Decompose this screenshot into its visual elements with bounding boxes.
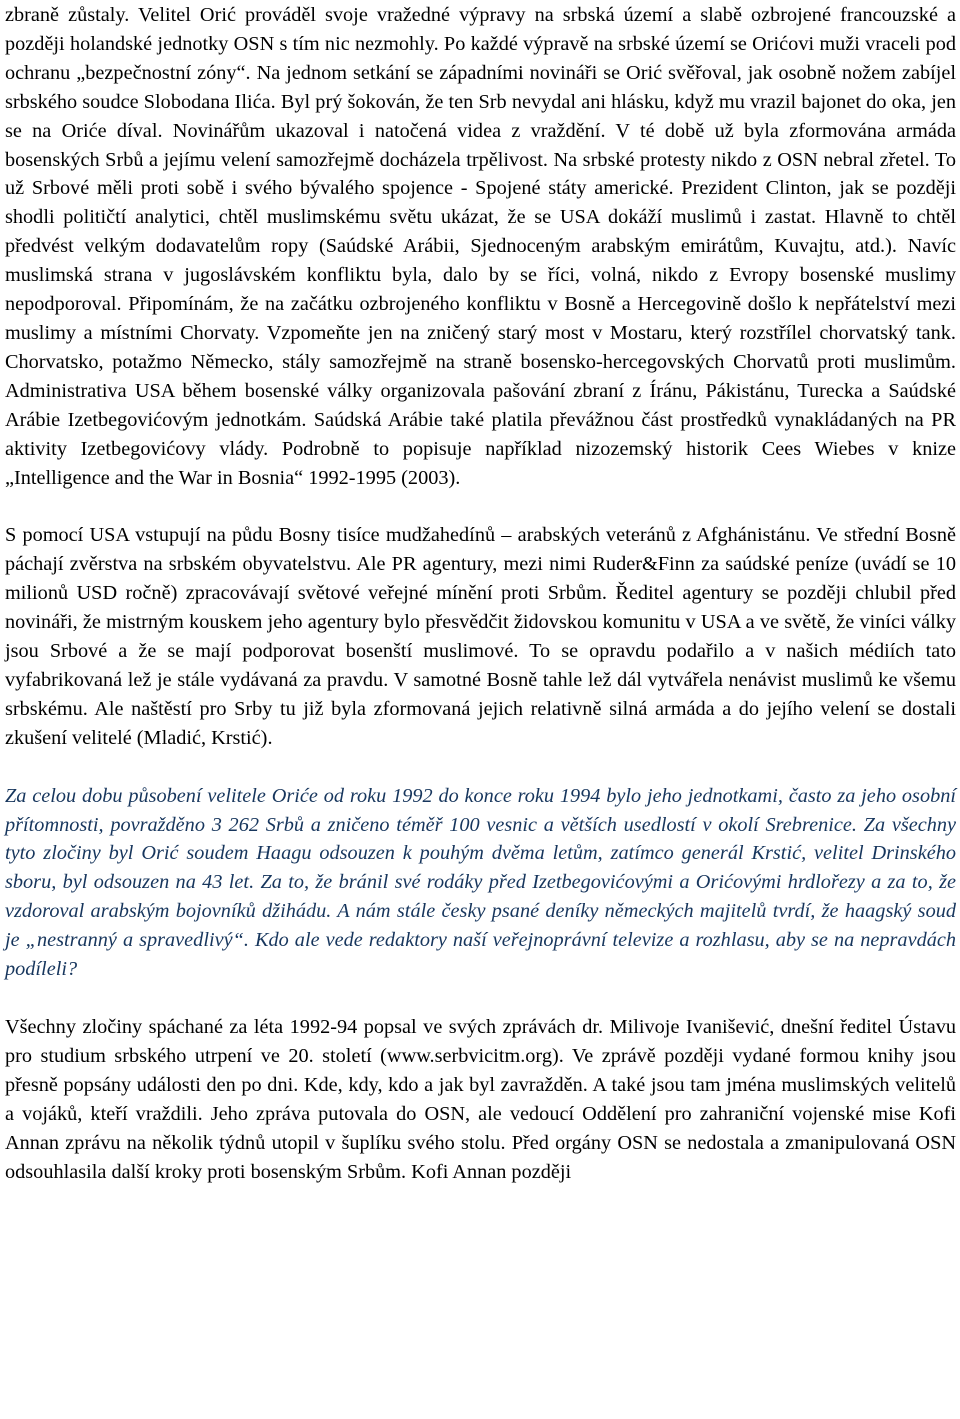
document-page xyxy=(0,1,960,1419)
paragraph-oric-raids: zbraně zůstaly. Velitel Orić prováděl svoje vražedné výpravy na srbská území a slabě ozbrojené francouzské a později holandské jednotky OSN s tím nic nezmohly. Po každé výpravě na srbské území se Orićovi muži vraceli pod ochranu „bezpečnostní zóny“. Na jednom setkání se západními novináři se Orić svěřoval, jak osobně nožem zabíjel srbského soudce Slobodana Ilića. Byl prý šokován, že ten Srb nevydal ani hlásku, když mu vrazil bajonet do oka, jen se na Oriće díval. Novinářům ukazoval i natočená videa z vraždění. V té době už byla zformována armáda bosenských Srbů a jejímu velení samozřejmě docházela trpělivost. Na srbské protesty nikdo z OSN nebral zřetel. To už Srbové měli proti sobě i svého bývalého spojence - Spojené státy americké. Prezident Clinton, jak se později shodli političtí analytici, chtěl muslimskému světu ukázat, že se USA dokáží muslimů i zastat. Hlavně to chtěl předvést velkým dodavatelům ropy (Saúdské Arábii, Sjednoceným arabským emirátům, Kuvajtu, atd.). Navíc muslimská strana v jugoslávském konfliktu byla, dalo by se říci, volná, nikdo z Evropy bosenské muslimy nepodporoval. Připomínám, že na začátku ozbrojeného konfliktu v Bosně a Hercegovině došlo k nepřátelství mezi muslimy a místními Chorvaty. Vzpomeňte jen na zničený starý most v Mostaru, který rozstřílel chorvatský tank. Chorvatsko, potažmo Německo, stály samozřejmě na straně bosensko-hercegovských Chorvatů proti muslimům. Administrativa USA během bosenské války organizovala pašování zbraní z Íránu, Pákistánu, Turecka a Saúdské Arábie Izetbegovićovým jednotkám. Saúdská Arábie také platila převážnou část prostředků vynakládaných na PR aktivity Izetbegovićovy vlády. Podrobně to popisuje například nizozemský historik Cees Wiebes v knize „Intelligence and the War in Bosnia“ 1992-1995 (2003). xyxy=(5,4,956,489)
paragraph-ivanisevic-report: Všechny zločiny spáchané za léta 1992-94 popsal ve svých zprávách dr. Milivoje Ivanišević, dnešní ředitel Ústavu pro studium srbského utrpení ve 20. století (www.serbvicitm.org). Ve zprávě později vydané formou knihy jsou přesně popsány události den po dni. Kde, kdy, kdo a jak byl zavražděn. A také jsou tam jména muslimských velitelů a vojáků, kteří vraždili. Jeho zpráva putovala do OSN, ale vedoucí Oddělení pro zahraniční vojenské mise Kofi Annan zprávu na několik týdnů utopil v šuplíku svého stolu. Před orgány OSN se nedostala a zmanipulovaná OSN odsouhlasila další kroky proti bosenským Srbům. Kofi Annan později xyxy=(5,1016,956,1183)
paragraph-srebrenice-quote: Za celou dobu působení velitele Oriće od roku 1992 do konce roku 1994 bylo jeho jednotkami, často za jeho osobní přítomnosti, povražděno 3 262 Srbů a zničeno téměř 100 vesnic a větších usedlostí v okolí Srebrenice. Za všechny tyto zločiny byl Orić soudem Haagu odsouzen k pouhým dvěma letům, zatímco generál Krstić, velitel Drinského sboru, byl odsouzen na 43 let. Za to, že bránil své rodáky před Izetbegovićovými a Orićovými hrdlořezy a za to, že vzdoroval arabským bojovníků džihádu. A nám stále česky psané deníky německých majitelů tvrdí, že haagský soud je „nestranný a spravedlivý“. Kdo ale vede redaktory naší veřejnoprávní televize a rozhlasu, aby se na nepravdách podíleli? xyxy=(5,784,956,981)
paragraph-mujahideen-pr: S pomocí USA vstupují na půdu Bosny tisíce mudžahedínů – arabských veteránů z Afghánistánu. Ve střední Bosně páchají zvěrstva na srbském obyvatelstvu. Ale PR agentury, mezi nimi Ruder&Finn za saúdské peníze (uvádí se 10 milionů USD ročně) zpracovávají světové veřejné mínění proti Srbům. Ředitel agentury se později chlubil před novináři, že mistrným kouskem jeho agentury bylo přesvědčit židovskou komunitu v USA a ve světě, že viníci války jsou Srbové a že se mají podporovat bosenští muslimové. To se opravdu podařilo a v našich médiích tato vyfabrikovaná lež je stále vydávaná za pravdu. V samotné Bosně tahle lež dál vytvářela nenávist muslimů ke všemu srbskému. Ale naštěstí pro Srby tu již byla zformovaná jejich relativně silná armáda a do jejího velení se dostali zkušení velitelé (Mladić, Krstić). xyxy=(5,524,956,749)
